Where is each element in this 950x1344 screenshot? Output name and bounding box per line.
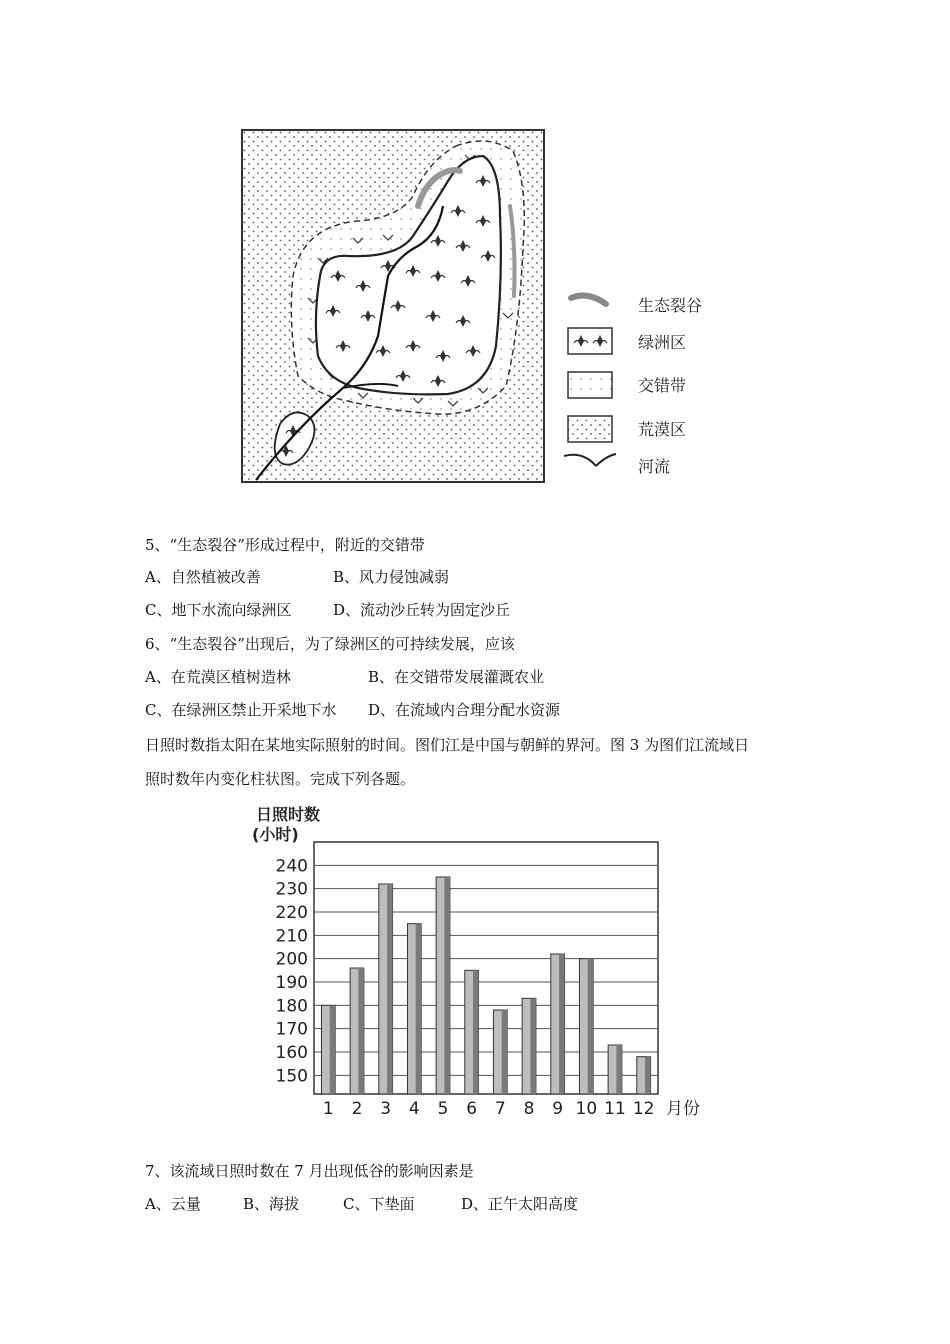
q6-option-d[interactable]: D、在流域内合理分配水资源 [368, 701, 561, 719]
chart-ytick-label: 180 [275, 996, 308, 1017]
chart-xtick-label: 3 [380, 1099, 392, 1119]
chart-bar-shade [530, 998, 536, 1094]
rift-legend-swatch [571, 296, 606, 304]
intro-line-2: 照时数年内变化柱状图。完成下列各题。 [145, 770, 416, 788]
q7-stem: 7、该流域日照时数在 7 月出现低谷的影响因素是 [145, 1162, 474, 1180]
legend-oasis-label: 绿洲区 [638, 333, 687, 352]
legend-rift-label: 生态裂谷 [638, 296, 703, 315]
chart-xtick-label: 12 [632, 1099, 655, 1119]
chart-xlabel: 月份 [666, 1099, 700, 1119]
chart-ytick-label: 170 [275, 1019, 308, 1040]
chart-xtick-label: 2 [351, 1099, 363, 1119]
chart-title: 日照时数 [256, 805, 321, 824]
chart-ytick-label: 230 [275, 879, 308, 900]
river-legend-swatch [564, 454, 616, 466]
chart-ytick-label: 210 [275, 926, 308, 947]
q5-option-a[interactable]: A、自然植被改善 [145, 568, 261, 586]
q5-option-d[interactable]: D、流动沙丘转为固定沙丘 [333, 601, 511, 619]
chart-bar-shade [358, 968, 364, 1094]
chart-xtick-label: 1 [322, 1099, 334, 1119]
legend-river-label: 河流 [638, 457, 671, 476]
legend-ecotone-label: 交错带 [638, 376, 687, 395]
chart-ytick-label: 240 [275, 856, 308, 877]
chart-bar-shade [416, 924, 422, 1094]
intro-line-1: 日照时数指太阳在某地实际照射的时间。图们江是中国与朝鲜的界河。图 3 为图们江流域日 [145, 736, 750, 754]
q6-option-b[interactable]: B、在交错带发展灌溉农业 [368, 668, 545, 686]
chart-bar-shade [588, 959, 594, 1094]
chart-ytick-label: 200 [275, 949, 308, 970]
chart-bar-shade [444, 877, 450, 1094]
q7-option-a[interactable]: A、云量 [145, 1195, 201, 1213]
chart-xtick-label: 8 [523, 1099, 535, 1119]
desert-legend-swatch [568, 416, 612, 442]
sunshine-hours-bar-chart [248, 802, 708, 1122]
q6-stem: 6、“生态裂谷”出现后，为了绿洲区的可持续发展，应该 [145, 635, 515, 653]
chart-xtick-label: 11 [604, 1099, 626, 1119]
q5-stem: 5、“生态裂谷”形成过程中，附近的交错带 [145, 536, 425, 554]
chart-bar-shade [559, 954, 565, 1094]
q6-option-c[interactable]: C、在绿洲区禁止开采地下水 [145, 701, 337, 719]
chart-ytick-label: 190 [275, 973, 308, 993]
chart-bar-shade [645, 1057, 651, 1094]
oasis-map-figure [238, 126, 728, 486]
chart-xtick-label: 7 [494, 1099, 506, 1119]
chart-ytick-label: 160 [275, 1043, 308, 1063]
chart-xtick-label: 6 [466, 1099, 478, 1119]
chart-bar-shade [502, 1010, 508, 1094]
chart-ylabel: (小时) [252, 825, 299, 844]
chart-bar-shade [473, 970, 479, 1094]
q7-option-c[interactable]: C、下垫面 [343, 1195, 415, 1213]
q7-option-d[interactable]: D、正午太阳高度 [461, 1195, 579, 1213]
map-legend [564, 296, 702, 476]
chart-xtick-label: 10 [575, 1099, 598, 1119]
q7-option-b[interactable]: B、海拔 [243, 1195, 300, 1213]
chart-plot-area [314, 842, 658, 1094]
chart-bar-shade [330, 1005, 336, 1094]
chart-ytick-label: 150 [275, 1066, 308, 1087]
chart-xtick-label: 4 [408, 1099, 420, 1119]
ecotone-legend-swatch [568, 372, 612, 398]
chart-xtick-label: 9 [552, 1099, 564, 1119]
q6-option-a[interactable]: A、在荒漠区植树造林 [145, 668, 291, 686]
chart-bar-shade [616, 1045, 622, 1094]
chart-xtick-label: 5 [437, 1099, 449, 1119]
q5-option-b[interactable]: B、风力侵蚀减弱 [333, 568, 450, 586]
chart-ytick-label: 220 [275, 903, 308, 923]
q5-option-c[interactable]: C、地下水流向绿洲区 [145, 601, 292, 619]
legend-desert-label: 荒漠区 [638, 420, 687, 439]
chart-bar-shade [387, 884, 393, 1094]
